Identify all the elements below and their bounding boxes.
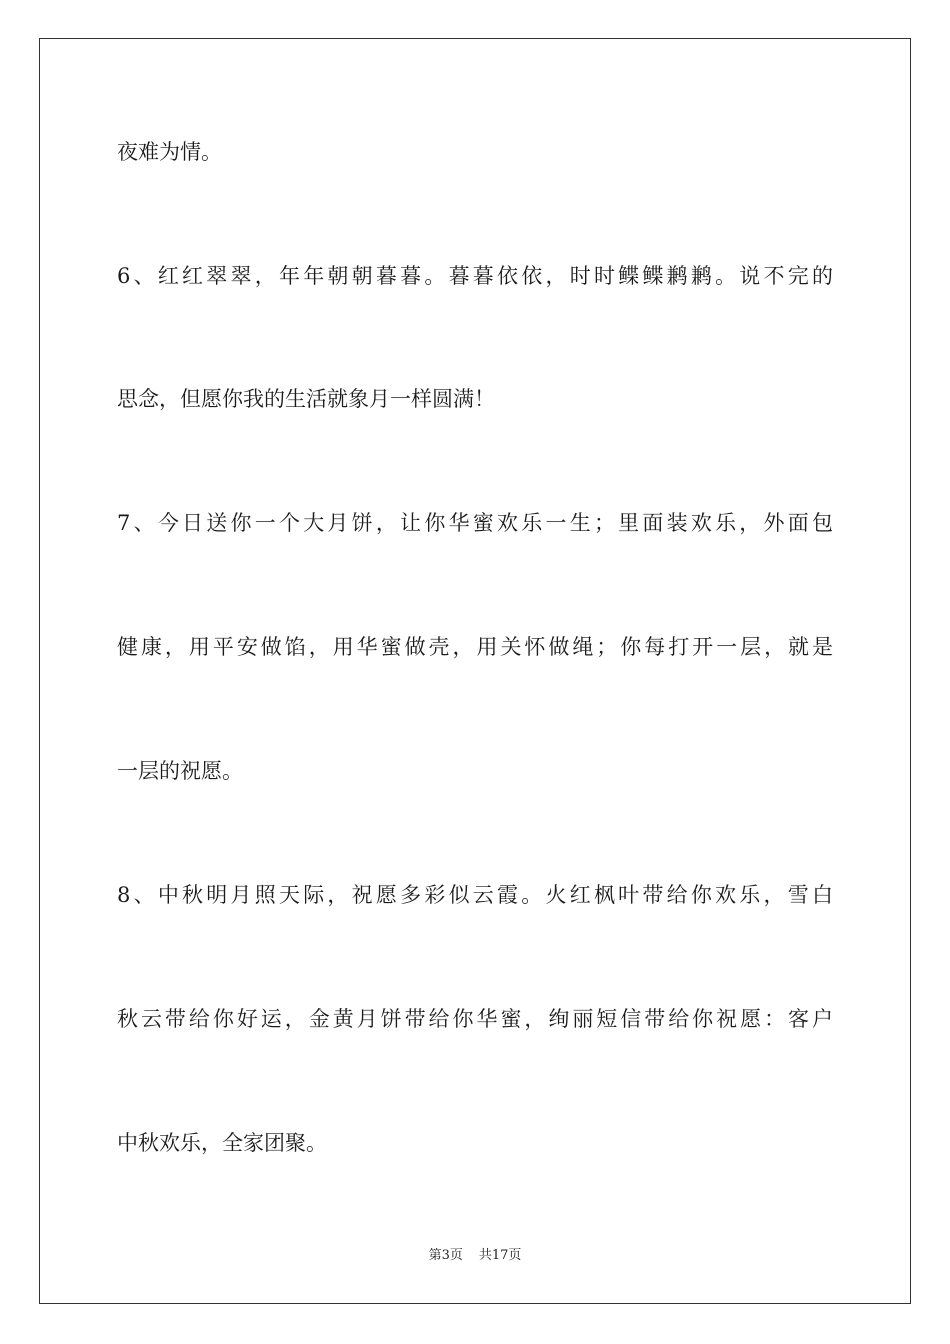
text-line: 一层的祝愿。 [117, 759, 243, 783]
page-border [39, 38, 911, 1304]
page-total: 共17页 [478, 1248, 522, 1263]
text-line: 思念，但愿你我的生活就象月一样圆满！ [117, 387, 495, 411]
text-line: 6、红红翠翠，年年朝朝暮暮。暮暮依依，时时鲽鲽鹣鹣。说不完的 [117, 264, 833, 288]
text-line: 夜难为情。 [117, 140, 222, 164]
text-line: 8、中秋明月照天际，祝愿多彩似云霞。火红枫叶带给你欢乐，雪白 [117, 883, 833, 907]
text-line: 健康，用平安做馅，用华蜜做壳，用关怀做绳；你每打开一层，就是 [117, 635, 833, 659]
text-line: 中秋欢乐，全家团聚。 [117, 1131, 327, 1155]
text-line: 7、今日送你一个大月饼，让你华蜜欢乐一生；里面装欢乐，外面包 [117, 511, 833, 535]
page-footer [0, 1247, 950, 1265]
text-line: 秋云带给你好运，金黄月饼带给你华蜜，绚丽短信带给你祝愿：客户 [117, 1007, 833, 1031]
page-number: 第3页 [428, 1248, 463, 1263]
